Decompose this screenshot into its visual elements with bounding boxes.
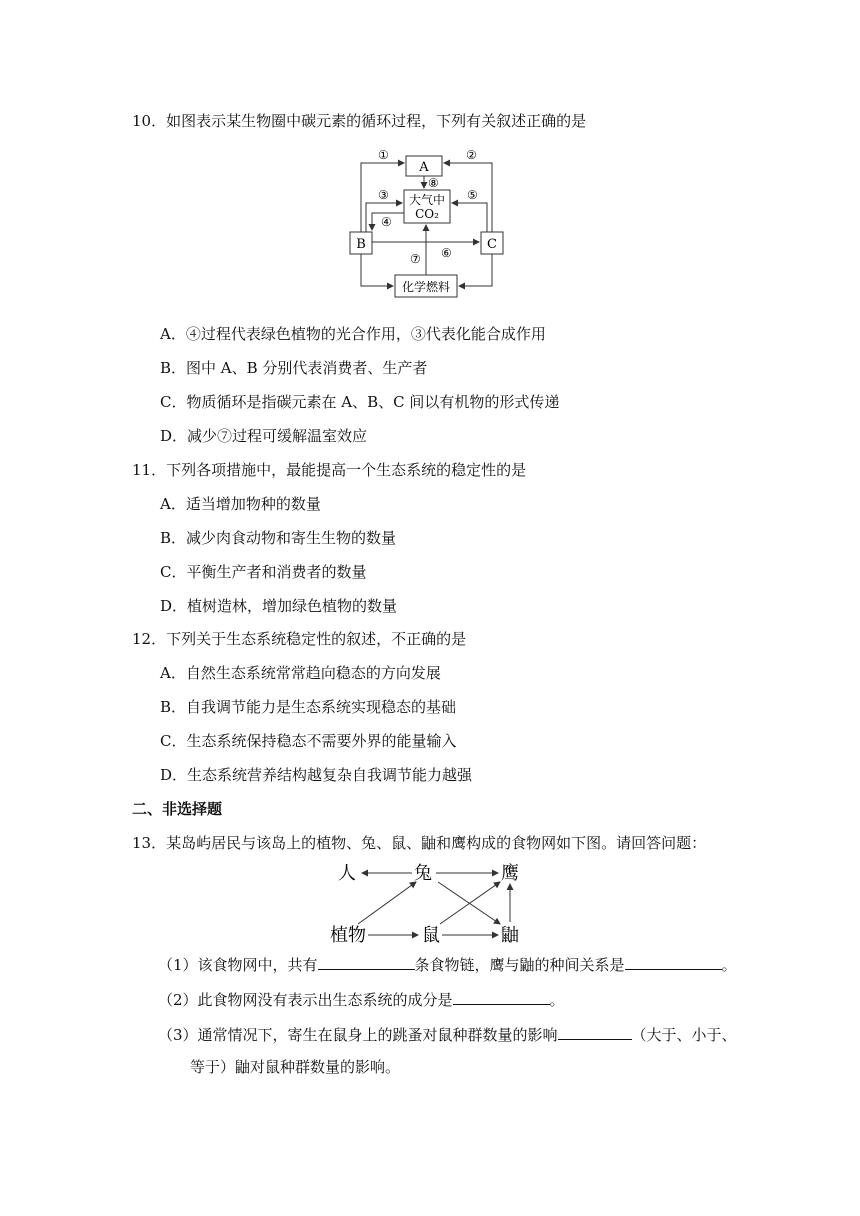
q12-option-b: B．自我调节能力是生态系统实现稳态的基础 xyxy=(160,698,457,716)
q13-sub3-text-a: （3）通常情况下，寄生在鼠身上的跳蚤对鼠种群数量的影响 xyxy=(158,1026,558,1044)
q10-option-c: C．物质循环是指碳元素在 A、B、C 间以有机物的形式传递 xyxy=(160,393,560,411)
blank-chain-count[interactable] xyxy=(318,954,415,970)
node-b-label: B xyxy=(356,237,366,252)
blank-missing-component[interactable] xyxy=(453,989,550,1005)
node-c-label: C xyxy=(487,237,497,252)
blank-relation[interactable] xyxy=(625,954,722,970)
label-2: ② xyxy=(466,148,477,162)
label-3: ③ xyxy=(378,188,389,202)
label-1: ① xyxy=(378,148,389,162)
q13-sub1-text-b: 条食物链，鹰与鼬的种间关系是 xyxy=(414,956,625,974)
node-a-label: A xyxy=(419,160,429,175)
atmosphere-label-1: 大气中 xyxy=(408,193,446,207)
node-hawk: 鹰 xyxy=(501,863,519,884)
q10-option-a: A．④过程代表绿色植物的光合作用，③代表化能合成作用 xyxy=(160,325,546,343)
q12-option-d: D．生态系统营养结构越复杂自我调节能力越强 xyxy=(160,766,473,784)
q10-option-d: D．减少⑦过程可缓解温室效应 xyxy=(160,427,368,445)
q11-option-c: C．平衡生产者和消费者的数量 xyxy=(160,563,367,581)
q12-stem: 12．下列关于生态系统稳定性的叙述，不正确的是 xyxy=(132,630,467,648)
section-heading: 二、非选择题 xyxy=(132,800,223,818)
arrow-b-fuel xyxy=(361,254,393,286)
node-human: 人 xyxy=(338,863,356,884)
q11-stem: 11．下列各项措施中，最能提高一个生态系统的稳定性的是 xyxy=(132,461,527,479)
q13-sub3-continued: 等于）鼬对鼠种群数量的影响。 xyxy=(190,1058,401,1076)
fuel-label: 化学燃料 xyxy=(401,280,451,294)
q13-sub3 xyxy=(158,1024,737,1045)
q12-option-c: C．生态系统保持稳态不需要外界的能量输入 xyxy=(160,732,457,750)
arrow-5 xyxy=(452,203,487,232)
arrow-c-fuel xyxy=(459,254,492,286)
q11-option-d: D．植树造林，增加绿色植物的数量 xyxy=(160,597,398,615)
atmosphere-label-2: CO₂ xyxy=(415,207,439,221)
arrow-plant-rabbit xyxy=(358,882,416,924)
q11-option-b: B．减少肉食动物和寄生生物的数量 xyxy=(160,529,397,547)
q13-sub1-text-c: 。 xyxy=(721,956,737,974)
q13-sub2-text-b: 。 xyxy=(549,991,565,1009)
carbon-cycle-diagram xyxy=(348,145,548,305)
q13-sub2-text-a: （2）此食物网没有表示出生态系统的成分是 xyxy=(158,991,453,1009)
label-8: ⑧ xyxy=(428,176,439,190)
q10-stem: 10．如图表示某生物圈中碳元素的循环过程，下列有关叙述正确的是 xyxy=(132,112,587,130)
label-6: ⑥ xyxy=(441,246,452,260)
q13-sub3-text-b: （大于、小于、 xyxy=(631,1026,737,1044)
label-4: ④ xyxy=(381,215,392,229)
food-web-diagram xyxy=(328,858,538,948)
label-5: ⑤ xyxy=(467,188,478,202)
node-weasel: 鼬 xyxy=(501,925,519,946)
blank-comparison[interactable] xyxy=(558,1024,632,1040)
node-plant: 植物 xyxy=(330,925,366,946)
label-7: ⑦ xyxy=(410,252,421,266)
q13-stem: 13．某岛屿居民与该岛上的植物、兔、鼠、鼬和鹰构成的食物网如下图。请回答问题： xyxy=(132,834,707,852)
node-mouse: 鼠 xyxy=(422,925,440,946)
q13-sub2 xyxy=(158,989,565,1010)
q13-sub1-text-a: （1）该食物网中，共有 xyxy=(158,956,318,974)
q11-option-a: A．适当增加物种的数量 xyxy=(160,495,321,513)
node-rabbit: 兔 xyxy=(414,863,432,884)
q12-option-a: A．自然生态系统常常趋向稳态的方向发展 xyxy=(160,664,441,682)
q13-sub1 xyxy=(158,954,737,975)
q10-option-b: B．图中 A、B 分别代表消费者、生产者 xyxy=(160,359,428,377)
